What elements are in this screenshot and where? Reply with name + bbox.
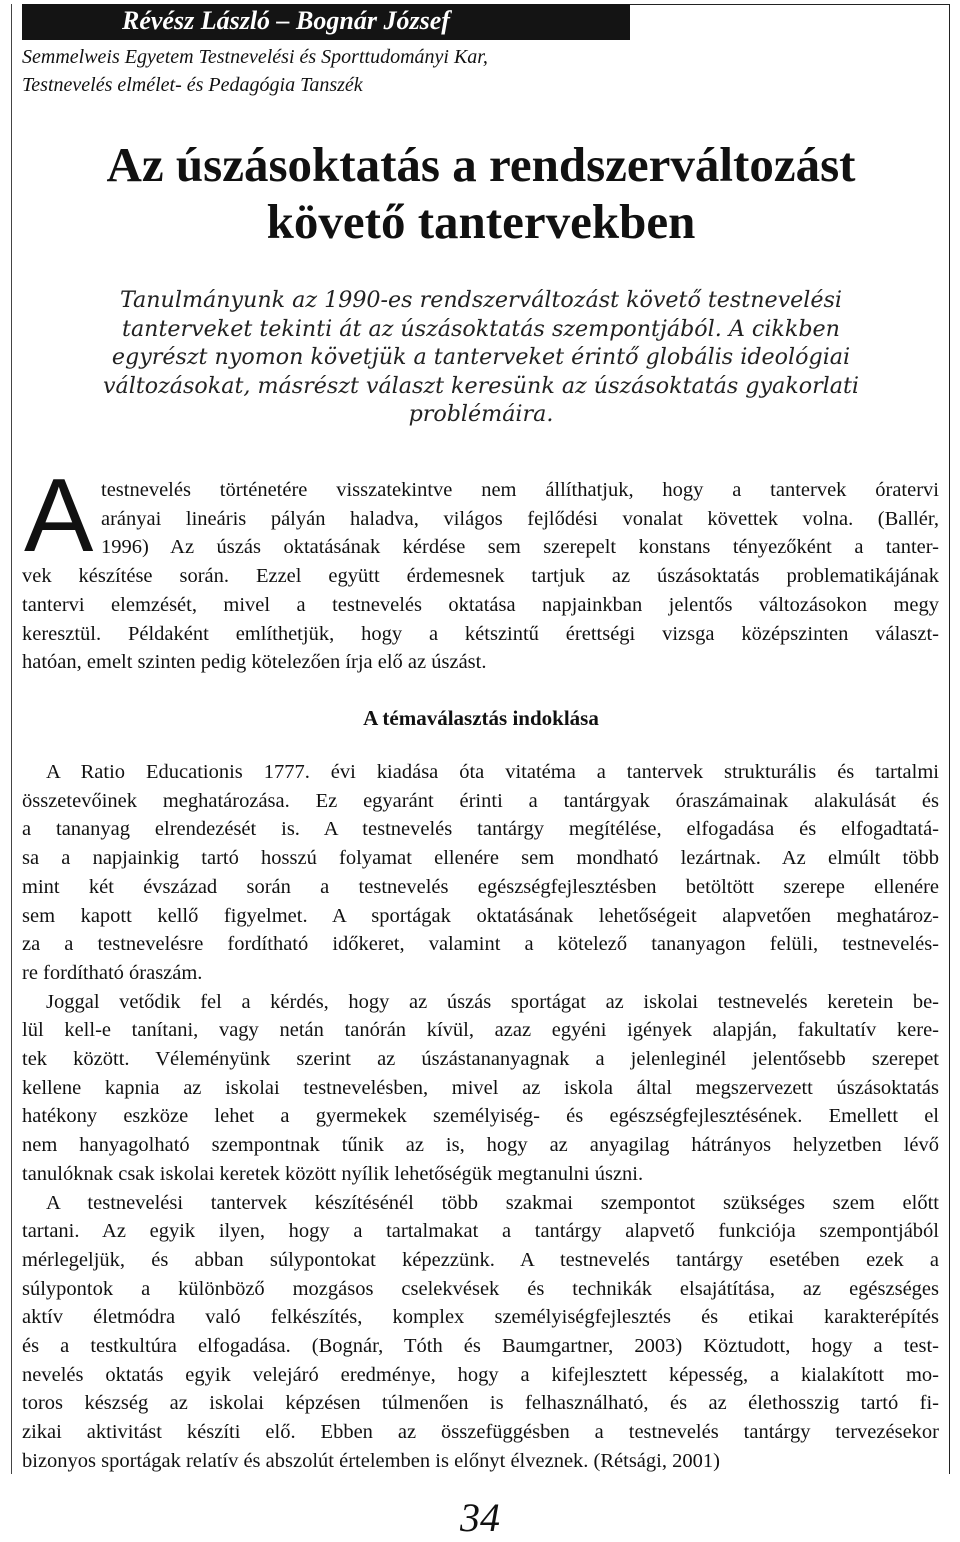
body-line: és a testkultúra elfogadása. (Bognár, Tóth és Baumgartner, 2003) Köztudott, hogy a test- (22, 1335, 939, 1357)
body-line: zikai aktivitást készíti elő. Ebben az összefüggésben a testnevelés tantárgy tervezésekor (22, 1421, 939, 1444)
abstract-line: egyrészt nyomon követjük a tanterveket érintő globális ideológiai (111, 344, 851, 370)
body-line: toros készség az iskolai képzésen túlmenően is felhasználható, és az élethosszig tartó fi- (22, 1392, 939, 1415)
section-heading: A témaválasztás indoklása (363, 706, 599, 730)
body-line: A Ratio Educationis 1777. évi kiadása óta vitatéma a tantervek strukturális és tartalmi (46, 761, 939, 783)
affiliation-line: Semmelweis Egyetem Testnevelési és Sporttudományi Kar, (22, 46, 488, 68)
article-title-line: Az úszásoktatás a rendszerváltozást (106, 137, 856, 192)
authors: Révész László – Bognár József (122, 6, 450, 35)
body-line: tantervi elemzését, mivel a testnevelés oktatása napjainkban jelentős változásokon megy (22, 593, 939, 616)
page-frame-right-rule (949, 4, 950, 1474)
body-line: összetevőinek meghatározása. Ez egyaránt érinti a tantárgyak óraszámainak alakulását és (22, 789, 939, 812)
body-line: lül kell-e tanítani, vagy netán tanórán kívül, azaz egyéni igények alapján, fakultatív kere- (22, 1019, 939, 1042)
body-line: mérlegeljük, és abban súlypontokat képezzünk. A testnevelés tantárgy esetében ezek a (22, 1248, 939, 1271)
body-line: a tananyag elrendezését is. A testnevelés tantárgy megítélése, elfogadása és elfogadtatá- (22, 818, 939, 841)
body-line: nevelés oktatás egyik velejáró eredménye, hogy a kifejlesztett képesség, a kialakított mo- (22, 1363, 939, 1386)
body-line: za a testnevelésre fordítható időkeret, valamint a kötelező tananyagon felüli, testnevelés- (22, 933, 939, 956)
abstract-line: problémáira. (408, 401, 554, 427)
body-line: kellene kapnia az iskolai testnevelésben, mivel az iskola által megszervezett úszásoktatás (22, 1076, 939, 1099)
body-line: aktív életmódra való felkészítés, komplex személyiségfejlesztés és etikai karakterépítés (22, 1306, 939, 1329)
body-line: nem hanyagolható szempontnak tűnik az is, hogy az anyagilag hátrányos helyzetben lévő (22, 1134, 939, 1157)
affiliation-line: Testnevelés elmélet- és Pedagógia Tanszék (22, 74, 363, 96)
body-line: mint két évszázad során a testnevelés egészségfejlesztésben betöltött szerepe ellenére (22, 875, 939, 898)
body-line: tanulóknak csak iskolai keretek között nyílik lehetőségük megtanulni úszni. (22, 1162, 644, 1185)
abstract-line: változásokat, másrészt választ keresünk az úszásoktatás gyakorlati (102, 372, 860, 399)
body-line: bizonyos sportágak relatív és abszolút értelemben is előnyt élveznek. (Rétsági, 2001) (22, 1449, 720, 1472)
body-line: vek készítése során. Ezzel együtt érdemesnek tartjuk az úszásoktatás problematikájának (22, 565, 939, 588)
article-title-line: követő tantervekben (266, 194, 696, 249)
body-line: súlypontok a különböző mozgásos cselekvések és technikák elsajátítása, az egészséges (22, 1277, 939, 1300)
body-line: hatékony eszköze lehet a gyermekek személyiség- és egészségfejlesztésének. Emellett el (22, 1105, 939, 1128)
body-line: sem kapott kellő figyelmet. A sportágak oktatásának lehetőségeit alapvetően meghatároz- (22, 904, 939, 927)
body-line: hatóan, emelt szinten pedig kötelezően írja elő az úszást. (22, 651, 487, 674)
abstract-line: tanterveket tekinti át az úszásoktatás szempontjából. A cikkben (122, 315, 840, 342)
body-line: re fordítható óraszám. (22, 961, 203, 984)
body-line: testnevelés történetére visszatekintve nem állíthatjuk, hogy a tantervek óratervi (101, 479, 939, 501)
drop-cap: A (24, 458, 94, 574)
author-banner (22, 4, 630, 40)
body-line: tartani. Az egyik ilyen, hogy a tartalmakat a tantárgy alapvető funkciója szempontjából (22, 1220, 939, 1243)
body-line: sa a napjainkig tartó hosszú folyamat ellenére sem mondható lezártnak. Az elmúlt több (22, 847, 939, 870)
body-line: Joggal vetődik fel a kérdés, hogy az úszás sportágat az iskolai testnevelés keretein be- (46, 990, 939, 1013)
page-number: 34 (460, 1495, 500, 1540)
abstract-line: Tanulmányunk az 1990-es rendszerváltozást követő testnevelési (119, 287, 843, 313)
body-line: 1996) Az úszás oktatásának kérdése sem szerepelt konstans tényezőként a tanter- (101, 536, 939, 559)
body-line: A testnevelési tantervek készítésénél több szakmai szempontot szükséges szem előtt (46, 1191, 939, 1214)
body-line: keresztül. Példaként említhetjük, hogy a kétszintű érettségi vizsga középszinten választ- (22, 622, 939, 645)
body-line: tek között. Véleményünk szerint az úszástananyagnak a jelenleginél jelentősebb szerepet (22, 1048, 939, 1070)
page-frame-left-rule (11, 4, 12, 1474)
body-line: arányai lineáris pályán haladva, világos fejlődési vonalat követtek volna. (Ballér, (101, 507, 939, 530)
